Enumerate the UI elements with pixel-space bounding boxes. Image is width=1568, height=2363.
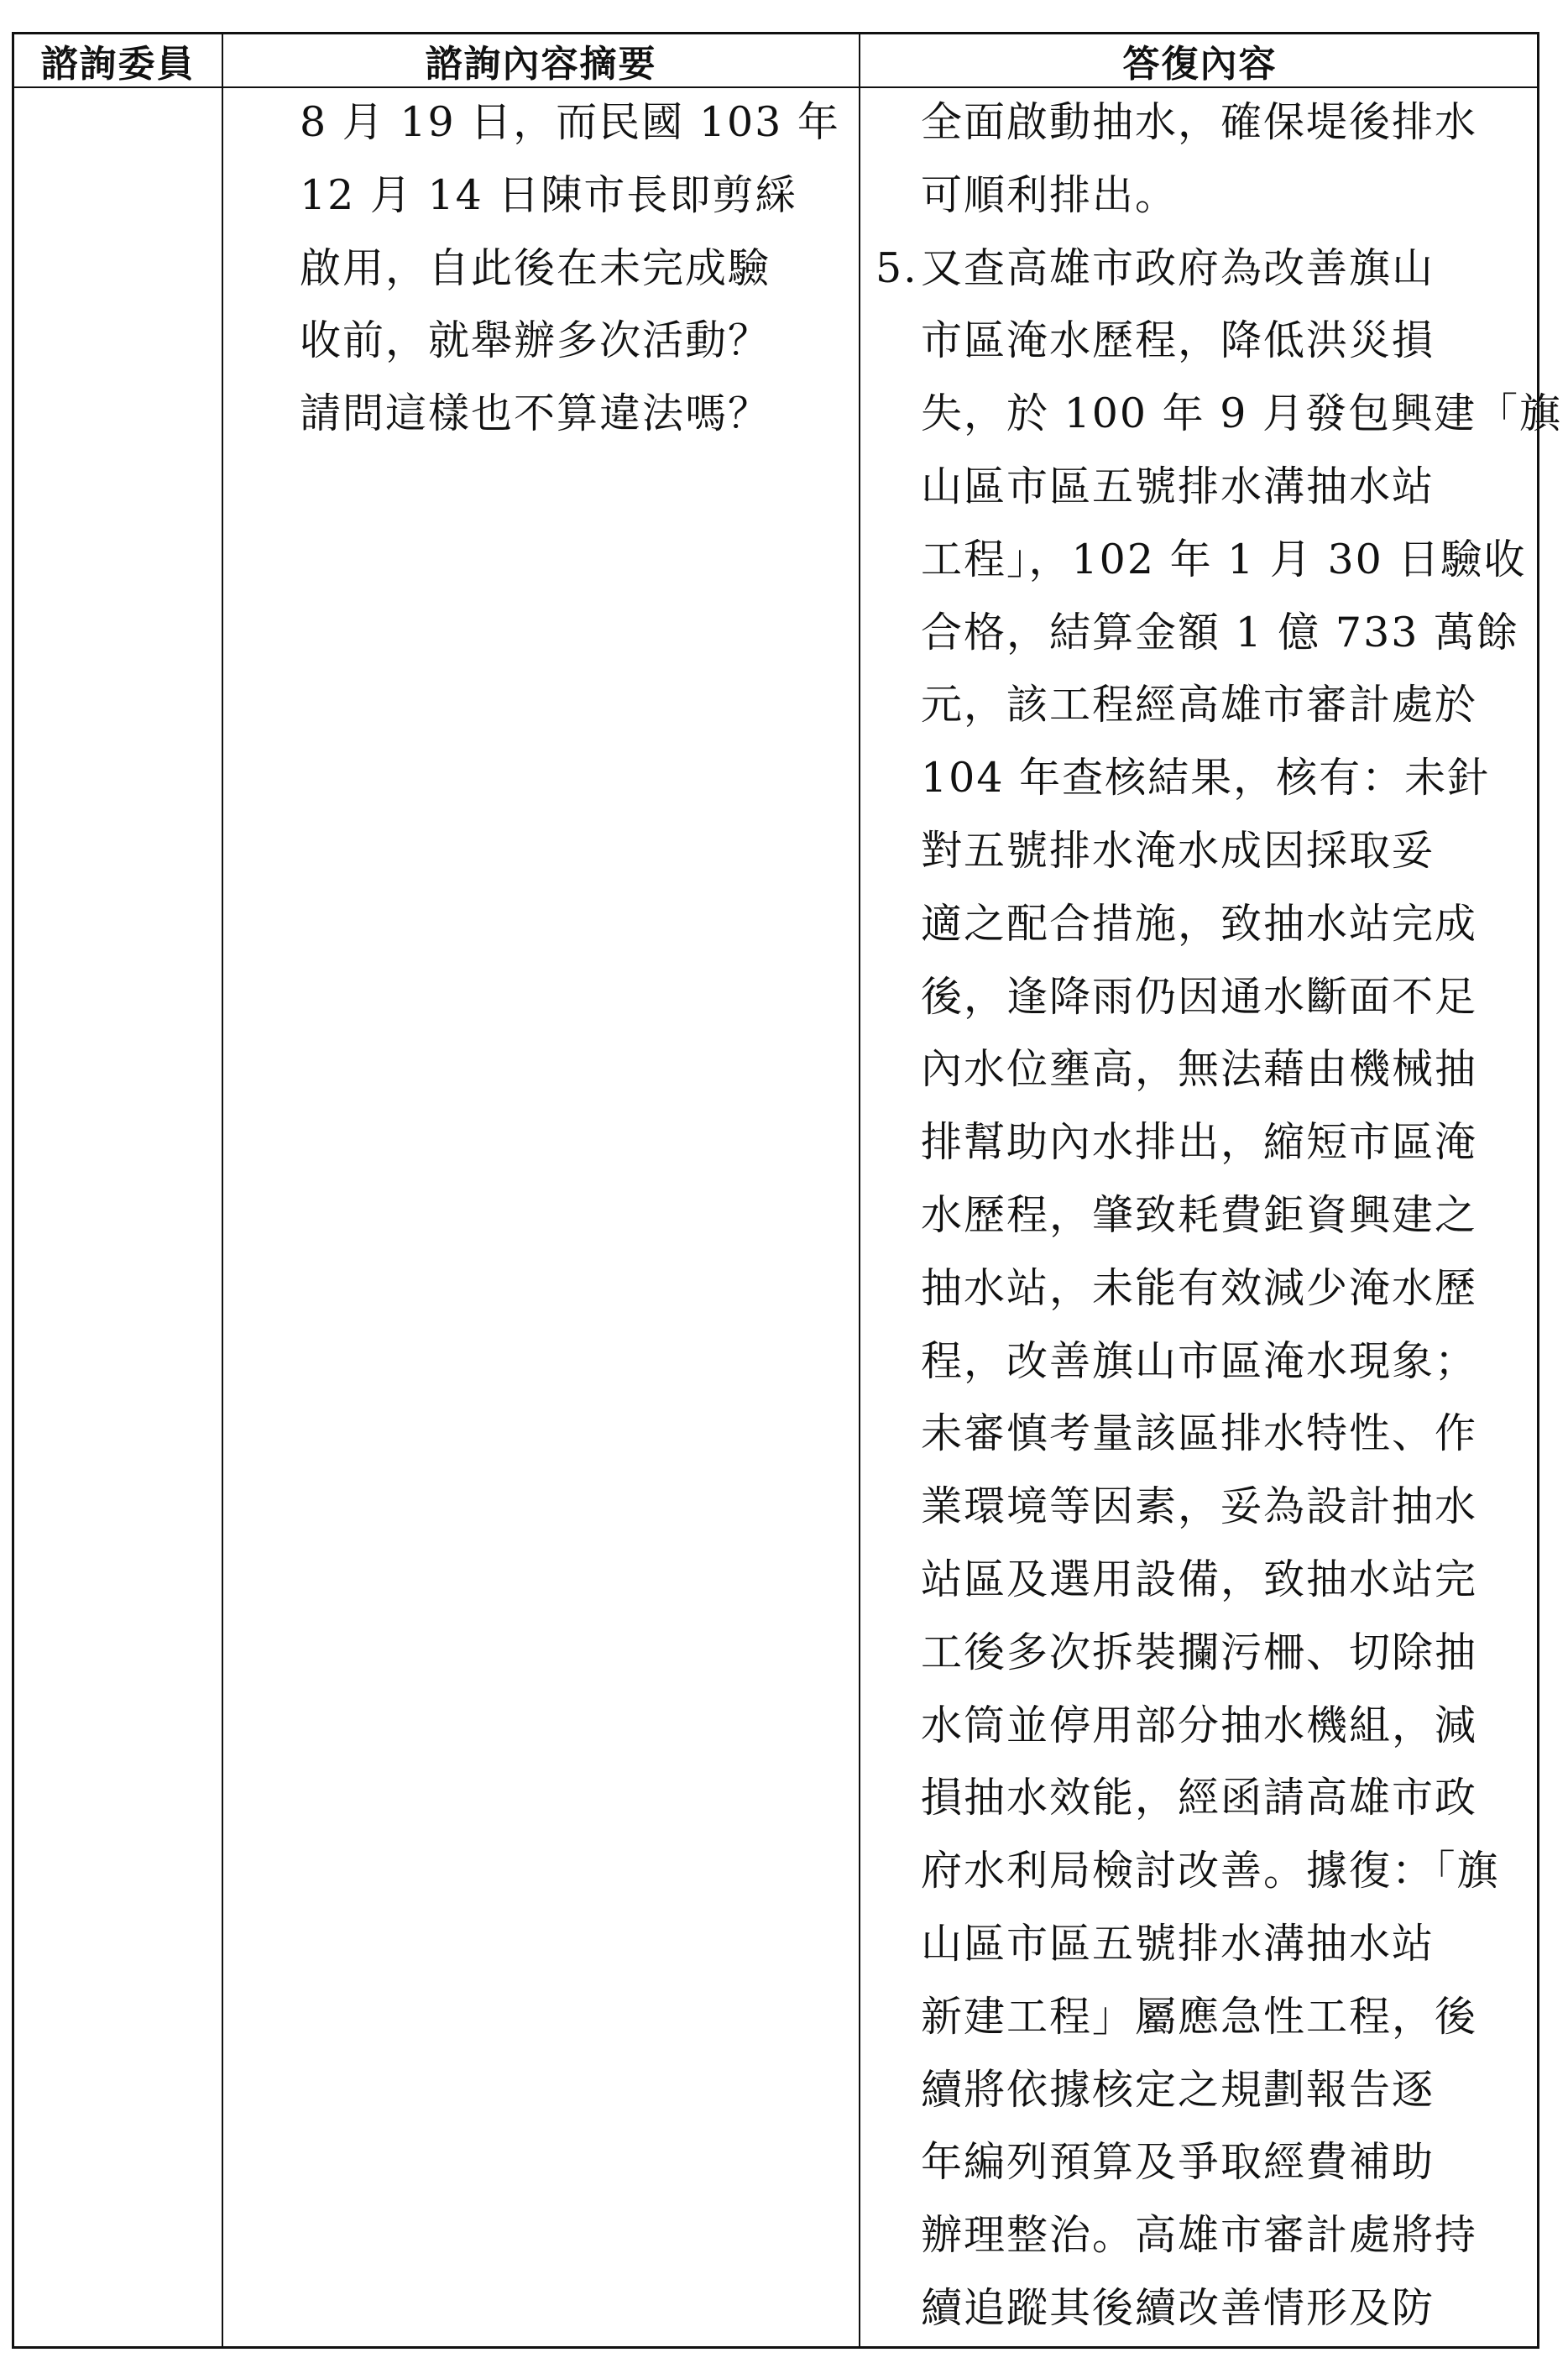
reply-line: 內水位壅高，無法藉由機械抽: [921, 1045, 1478, 1094]
reply-line: 續將依據核定之規劃報告逐: [921, 2065, 1435, 2114]
reply-line: 程，改善旗山市區淹水現象；: [921, 1336, 1478, 1385]
column-divider-2: [859, 34, 860, 2346]
reply-line: 全面啟動抽水，確保堤後排水: [921, 98, 1478, 146]
reply-column: [875, 86, 1563, 2345]
reply-line: 水筒並停用部分抽水機組，減: [921, 1701, 1478, 1749]
reply-line: 年編列預算及爭取經費補助: [921, 2138, 1435, 2187]
reply-line: 未審慎考量該區排水特性、作: [921, 1409, 1478, 1458]
column-divider-1: [222, 34, 223, 2346]
consultation-table: [12, 32, 1563, 2349]
reply-line: 水歷程，肇致耗費鉅資興建之: [921, 1190, 1478, 1239]
summary-line: 收前，就舉辦多次活動？: [300, 316, 771, 365]
reply-line: 合格，結算金額 1 億 733 萬餘: [921, 608, 1520, 656]
item-number: 5.: [875, 243, 918, 292]
summary-line: 啟用，自此後在未完成驗: [300, 243, 771, 292]
reply-line: 對五號排水淹水成因採取妥: [921, 826, 1435, 875]
reply-line: 業環境等因素，妥為設計抽水: [921, 1482, 1478, 1531]
reply-line: 市區淹水歷程，降低洪災損: [921, 316, 1435, 365]
reply-line: 新建工程」屬應急性工程，後: [921, 1992, 1478, 2041]
header-reply: 答復內容: [1122, 43, 1278, 86]
summary-column: [300, 86, 854, 451]
reply-line: 排幫助內水排出，縮短市區淹: [921, 1118, 1478, 1167]
header-member: 諮詢委員: [40, 43, 196, 86]
reply-line: 山區市區五號排水溝抽水站: [921, 462, 1435, 510]
header-summary: 諮詢內容摘要: [425, 43, 657, 86]
reply-line: 山區市區五號排水溝抽水站: [921, 1919, 1435, 1968]
reply-line: 失，於 100 年 9 月發包興建「旗: [921, 389, 1563, 438]
summary-line: 12 月 14 日陳市長即剪綵: [300, 170, 798, 219]
reply-line: 辦理整治。高雄市審計處將持: [921, 2211, 1478, 2260]
reply-line: 站區及選用設備，致抽水站完: [921, 1555, 1478, 1603]
reply-line: 後，逢降雨仍因通水斷面不足: [921, 972, 1478, 1021]
summary-line: 請問這樣也不算違法嗎？: [300, 389, 771, 438]
summary-line: 8 月 19 日，而民國 103 年: [300, 98, 840, 146]
reply-line: 5.又查高雄市政府為改善旗山: [875, 233, 1539, 306]
reply-line: 元，該工程經高雄市審計處於: [921, 681, 1478, 729]
reply-line: 工後多次拆裝攔污柵、切除抽: [921, 1628, 1478, 1676]
reply-line: 104 年查核結果，核有：未針: [921, 754, 1491, 802]
reply-line: 續追蹤其後續改善情形及防: [921, 2283, 1435, 2332]
reply-line: 適之配合措施，致抽水站完成: [921, 899, 1478, 948]
reply-line: 損抽水效能，經函請高雄市政: [921, 1774, 1478, 1822]
reply-line: 府水利局檢討改善。據復：「旗: [921, 1847, 1500, 1895]
reply-line: 抽水站，未能有效減少淹水歷: [921, 1263, 1478, 1312]
reply-line: 工程」，102 年 1 月 30 日驗收: [921, 535, 1527, 583]
reply-line: 可順利排出。: [921, 170, 1179, 219]
